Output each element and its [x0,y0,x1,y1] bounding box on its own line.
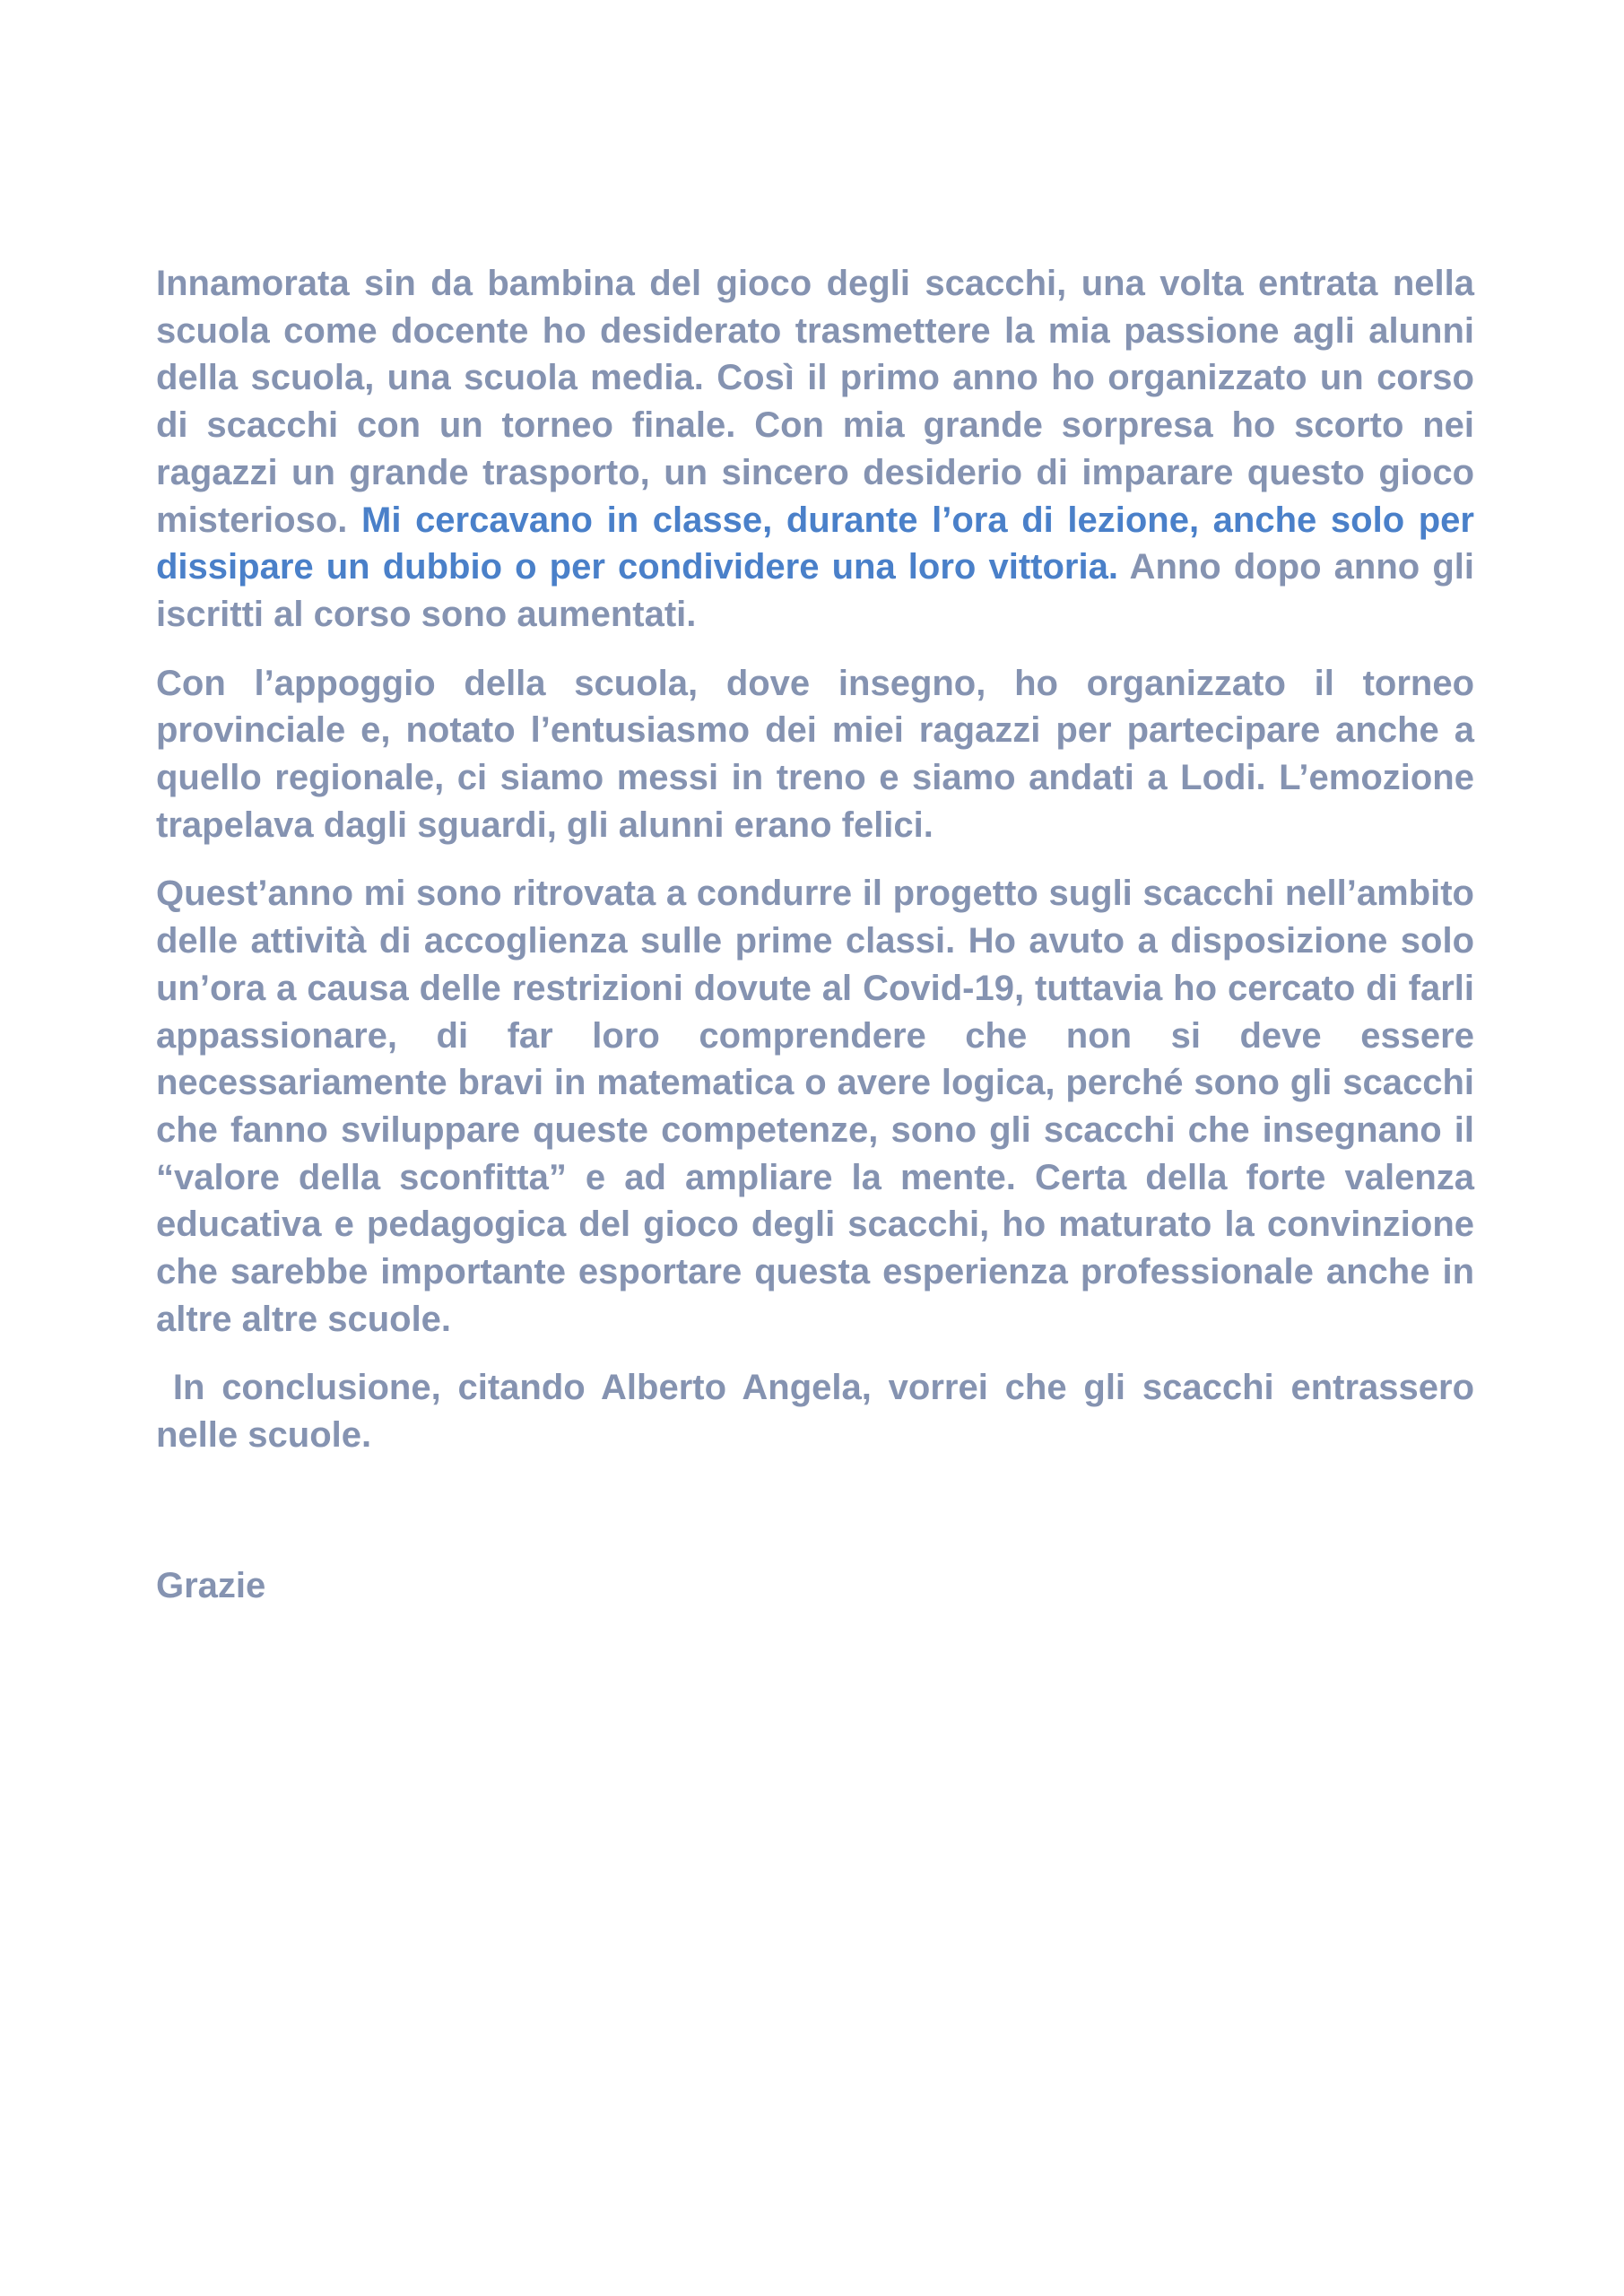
closing-thanks: Grazie [156,1566,266,1605]
paragraph-intro-ending: Anno dopo anno gli iscritti al corso sono aumentati. [156,547,1474,634]
highlighted-sentence: Mi cercavano in classe, durante l’ora di lezione, anche solo per dissipare un dubbio o per condividere una loro vittoria. [156,500,1474,587]
paragraph-intro-text: Innamorata sin da bambina del gioco degli scacchi, una volta entrata nella scuola come docente ho desiderato trasmettere la mia passione agli alunni della scuola, una scuola media. Così il primo anno ho organizzato un corso di scacchi con un torneo finale. Con mia grande sorpresa ho scorto nei ragazzi un grande trasporto, un sincero desiderio di imparare questo gioco misterioso. [156,264,1474,540]
paragraph-project: Quest’anno mi sono ritrovata a condurre il progetto sugli scacchi nell’ambito delle attività di accoglienza sulle prime classi. Ho avuto a disposizione solo un’ora a causa delle restrizioni dovute al Covid-19, tuttavia ho cercato di farli appassionare, di far loro comprendere che non si deve essere necessariamente bravi in matematica o avere logica, perché sono gli scacchi che fanno sviluppare queste competenze, sono gli scacchi che insegnano il “valore della sconfitta” e ad ampliare la mente. Certa della forte valenza educativa e pedagogica del gioco degli scacchi, ho maturato la convinzione che sarebbe importante esportare questa esperienza professionale anche in altre altre scuole. [156,874,1474,1339]
letter-body [156,260,1485,1481]
paragraph-tournament: Con l’appoggio della scuola, dove insegno, ho organizzato il torneo provinciale e, notato l’entusiasmo dei miei ragazzi per partecipare anche a quello regionale, ci siamo messi in treno e siamo andati a Lodi. L’emozione trapelava dagli sguardi, gli alunni erano felici. [156,663,1474,845]
paragraph-conclusion: In conclusione, citando Alberto Angela, vorrei che gli scacchi entrassero nelle scuole. [156,1368,1485,1456]
paragraph-intro [156,260,1474,639]
